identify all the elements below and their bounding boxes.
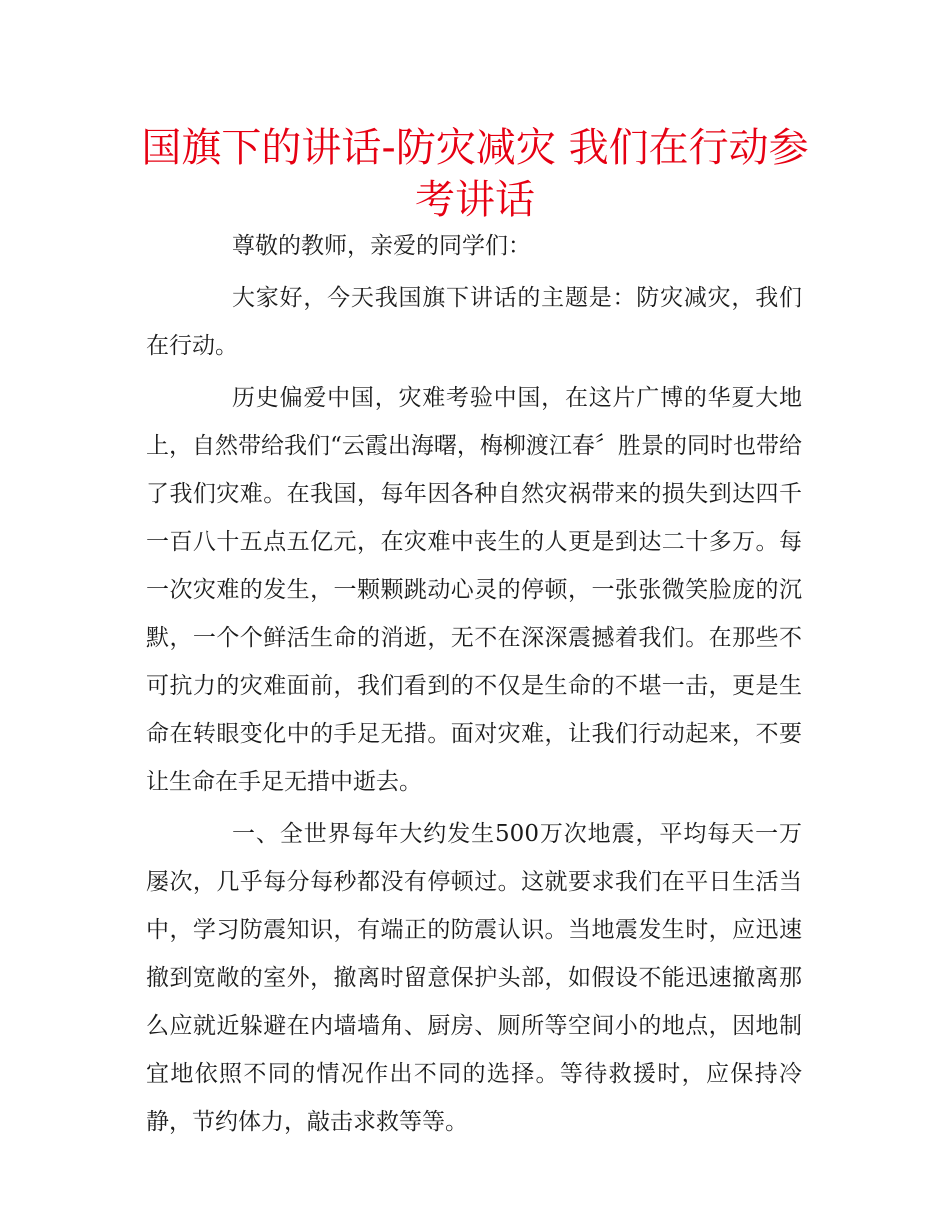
document-body: [146, 222, 802, 1150]
paragraph-history: 历史偏爱中国，灾难考验中国，在这片广博的华夏大地上，自然带给我们“云霞出海曙，梅柳渡江春〞胜景的同时也带给了我们灾难。在我国，每年因各种自然灾祸带来的损失到达四千一百八十五点五亿元，在灾难中丧生的人更是到达二十多万。每一次灾难的发生，一颗颗跳动心灵的停顿，一张张微笑脸庞的沉默，一个个鲜活生命的消逝，无不在深深震撼着我们。在那些不可抗力的灾难面前，我们看到的不仅是生命的不堪一击，更是生命在转眼变化中的手足无措。面对灾难，让我们行动起来，不要让生命在手足无措中逝去。: [146, 385, 802, 795]
document-title: 国旗下的讲话-防灾减灾 我们在行动参考讲话: [141, 125, 809, 223]
paragraph-salutation: 尊敬的教师，亲爱的同学们：: [232, 233, 531, 259]
paragraph-greeting: 大家好，今天我国旗下讲话的主题是：防灾减灾，我们在行动。: [146, 285, 802, 359]
paragraph-earthquake: 一、全世界每年大约发生500万次地震，平均每天一万屡次，几乎每分每秒都没有停顿过。这就要求我们在平日生活当中，学习防震知识，有端正的防震认识。当地震发生时，应迅速撤到宽敞的室外，撤离时留意保护头部，如假设不能迅速撤离那么应就近躲避在内墙墙角、厨房、厕所等空间小的地点，因地制宜地依照不同的情况作出不同的选择。等待救援时，应保持冷静，节约体力，敲击求救等等。: [146, 821, 802, 1135]
